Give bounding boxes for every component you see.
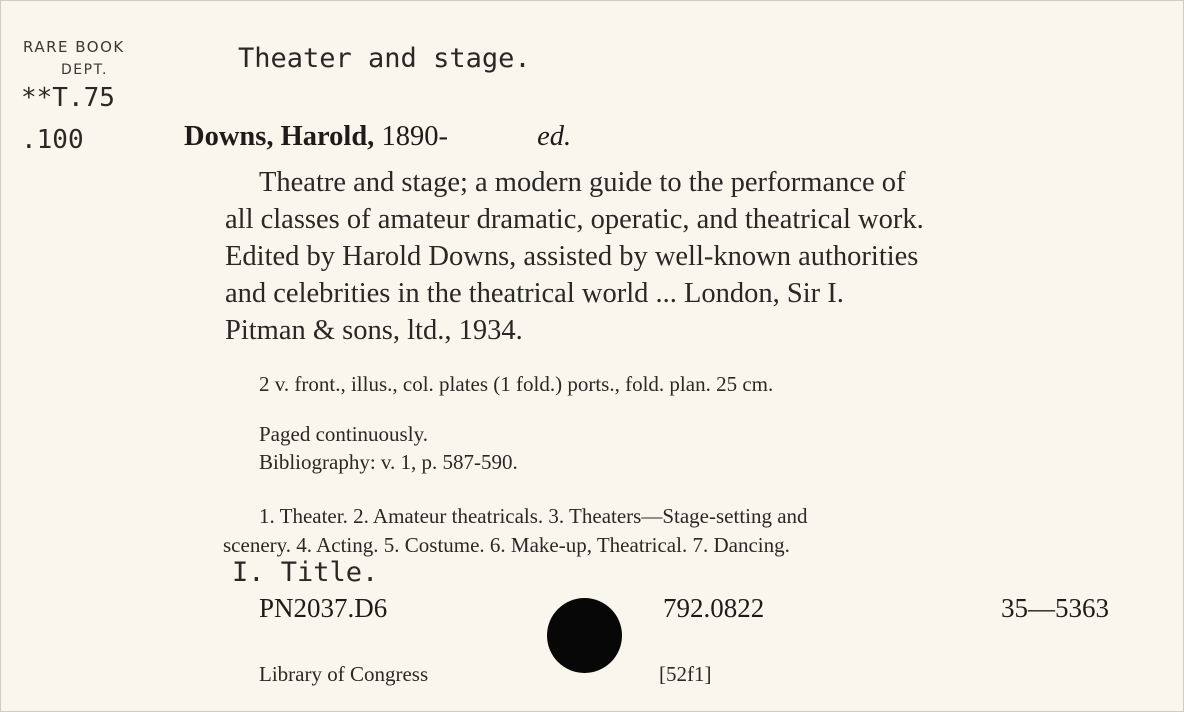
title-line-4: and celebrities in the theatrical world ... London, Sir I.	[225, 278, 844, 309]
author-dates: 1890-	[381, 121, 448, 152]
print-code: [52f1]	[659, 662, 712, 686]
note-2: Bibliography: v. 1, p. 587-590.	[259, 450, 518, 474]
rare-book-stamp-line1: RARE BOOK	[23, 38, 125, 56]
author-entry	[184, 121, 571, 153]
call-number-line1: **T.75	[21, 83, 115, 113]
title-line-2: all classes of amateur dramatic, operatic, and theatrical work.	[225, 204, 924, 235]
title-line-3: Edited by Harold Downs, assisted by well-known authorities	[225, 241, 919, 272]
added-title-entry: I. Title.	[232, 557, 379, 588]
lc-call-number: PN2037.D6	[259, 593, 388, 623]
title-line-1: Theatre and stage; a modern guide to the performance of	[259, 167, 906, 198]
tracing-line-2: scenery. 4. Acting. 5. Costume. 6. Make-up, Theatrical. 7. Dancing.	[223, 533, 790, 557]
call-number-line2: .100	[21, 125, 84, 155]
author-name: Downs, Harold,	[184, 121, 375, 152]
author-role: ed.	[537, 121, 572, 152]
note-1: Paged continuously.	[259, 422, 428, 446]
library-name: Library of Congress	[259, 662, 429, 686]
punch-hole	[547, 598, 622, 673]
collation: 2 v. front., illus., col. plates (1 fold.) ports., fold. plan. 25 cm.	[259, 372, 774, 396]
card-number: 35—5363	[1001, 593, 1109, 623]
tracing-line-1: 1. Theater. 2. Amateur theatricals. 3. Theaters—Stage-setting and	[259, 504, 808, 528]
subject-heading: Theater and stage.	[238, 43, 531, 74]
rare-book-stamp-line2: DEPT.	[61, 62, 108, 78]
title-line-5: Pitman & sons, ltd., 1934.	[225, 315, 523, 346]
dewey-number: 792.0822	[663, 593, 765, 623]
